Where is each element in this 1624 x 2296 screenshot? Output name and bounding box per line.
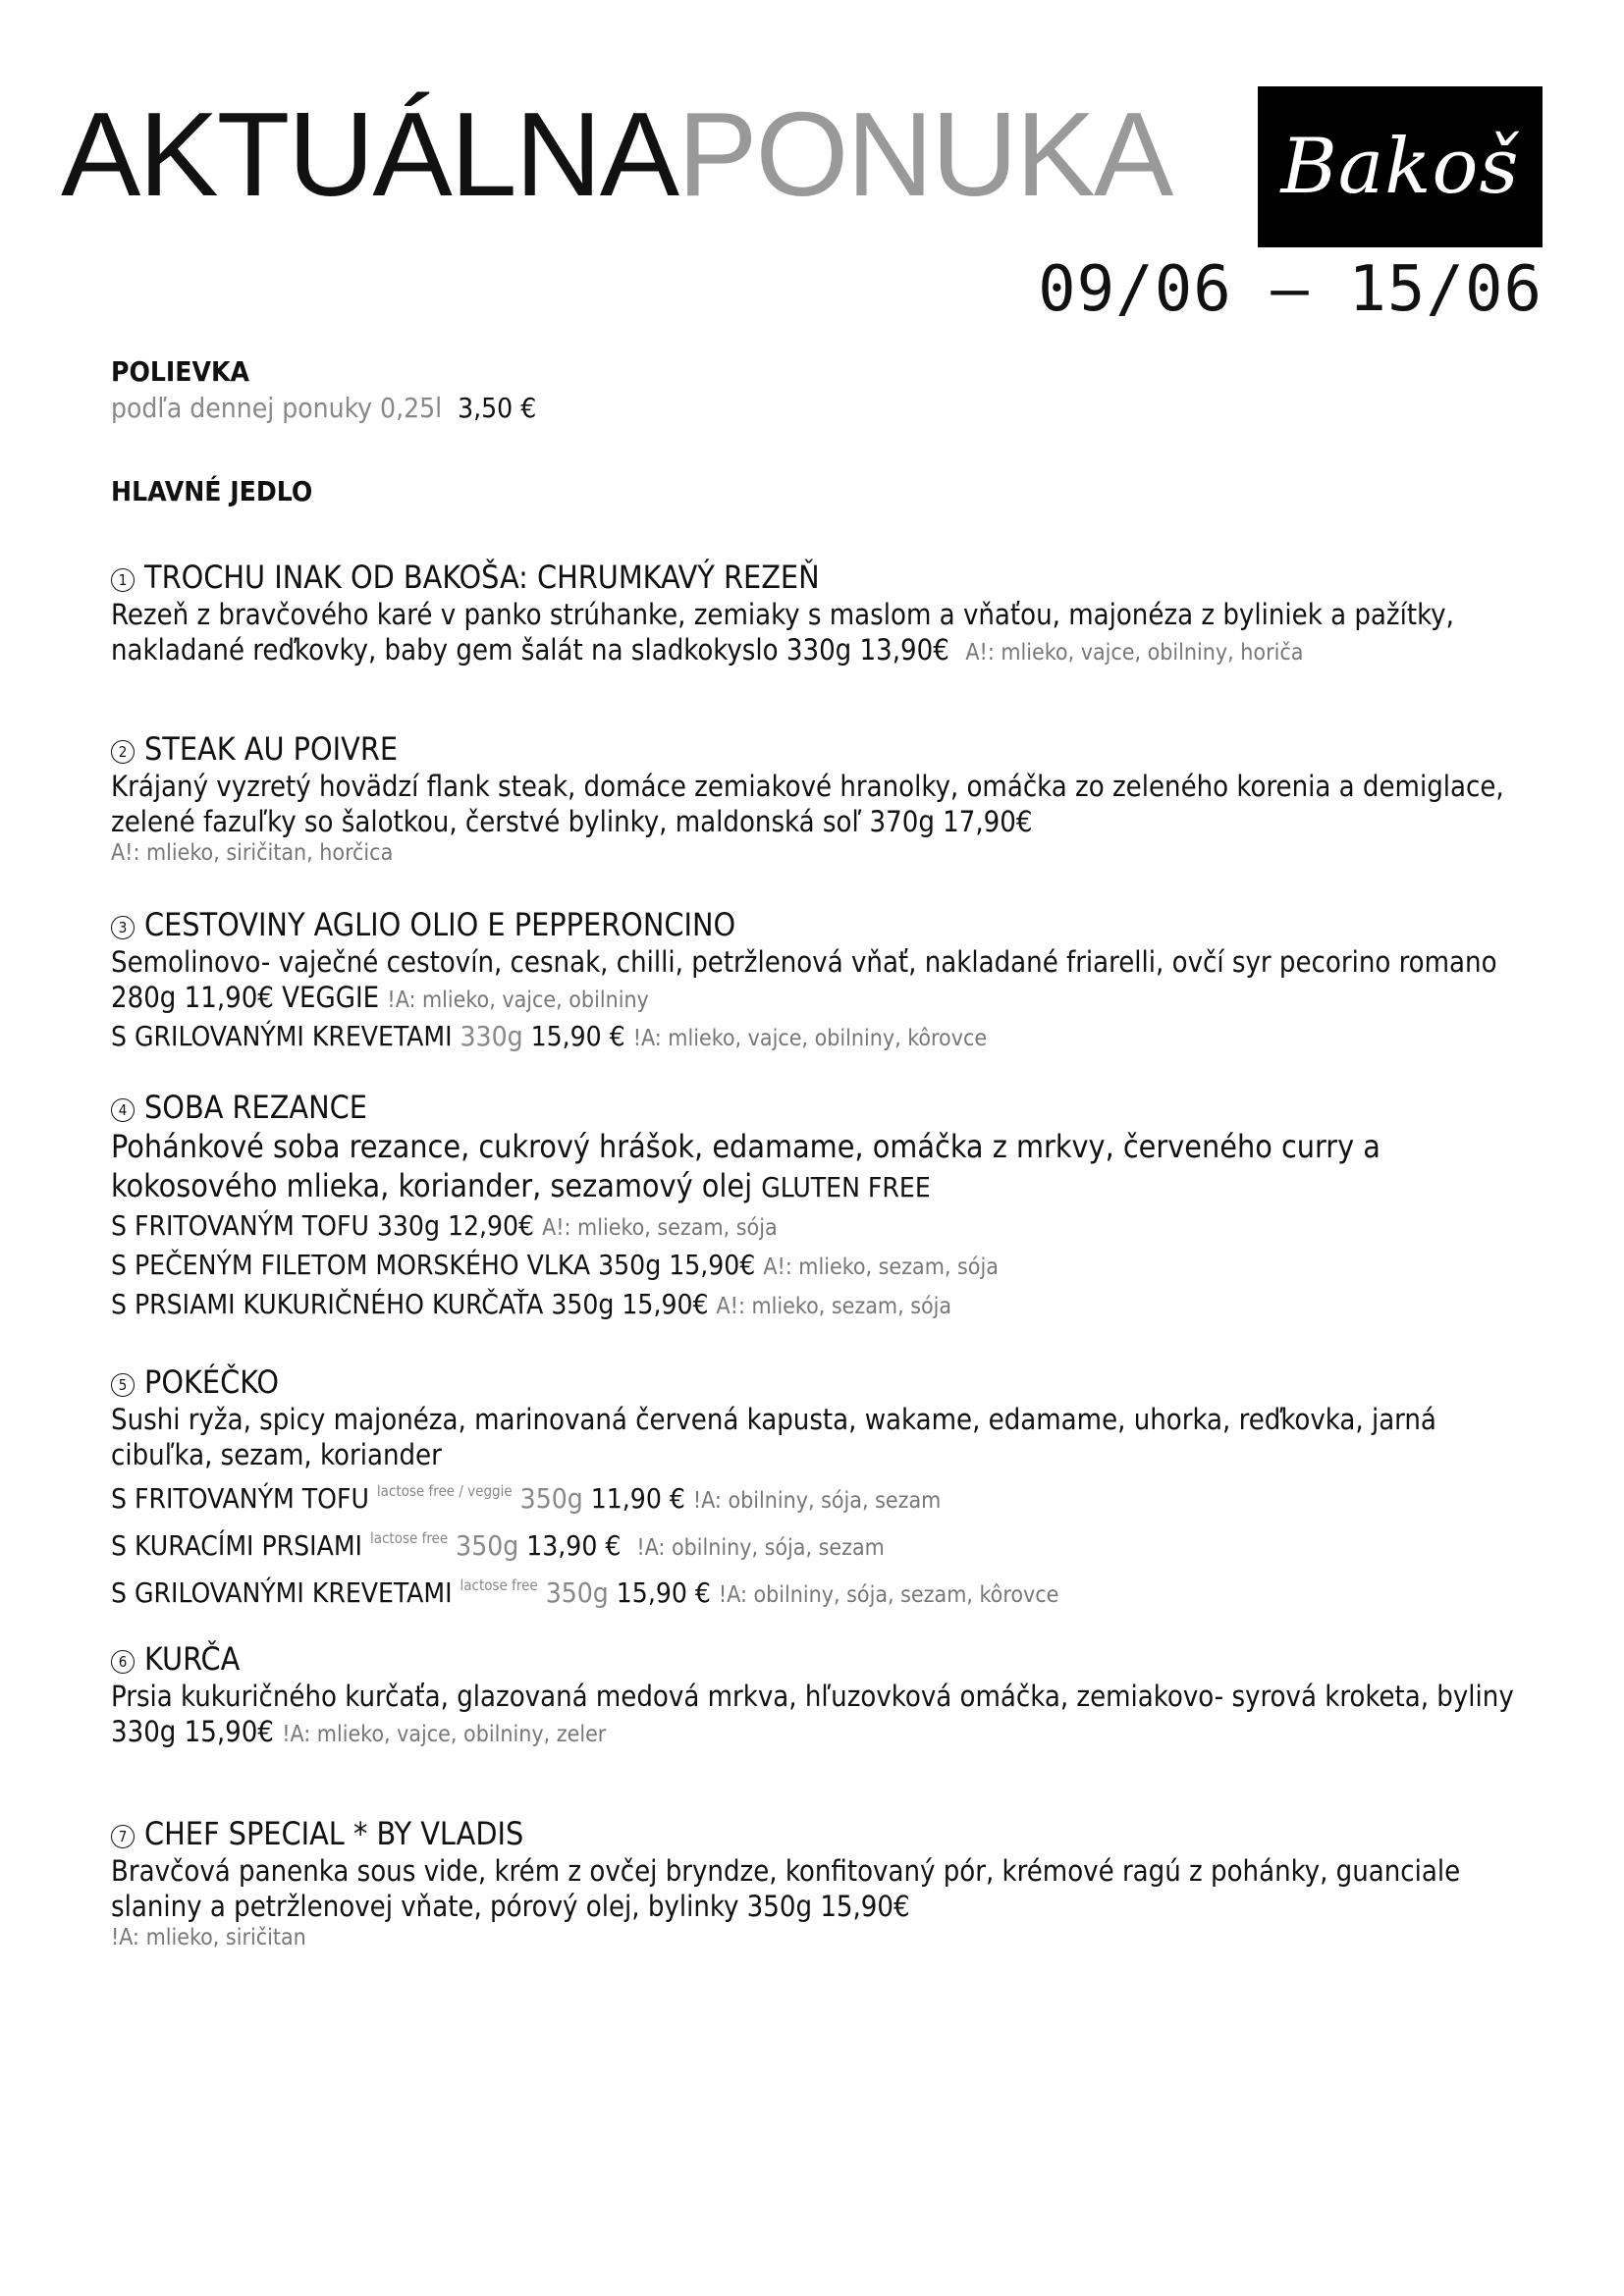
variant-note: lactose free bbox=[369, 1529, 449, 1547]
variant-line bbox=[111, 1247, 1544, 1286]
dish-title bbox=[111, 1362, 1544, 1402]
variant-price: 13,90 € bbox=[526, 1529, 622, 1562]
number-badge: 3 bbox=[111, 916, 135, 939]
allergens: A!: mlieko, sezam, sója bbox=[716, 1294, 952, 1319]
variant-name: S GRILOVANÝMI KREVETAMI bbox=[111, 1020, 453, 1052]
page-title bbox=[61, 87, 1172, 221]
allergens: A!: mlieko, sezam, sója bbox=[542, 1215, 778, 1241]
title-light: PONUKA bbox=[677, 87, 1172, 221]
variant-note: lactose free bbox=[460, 1576, 538, 1594]
dish-name: CHEF SPECIAL * BY VLADIS bbox=[144, 1815, 524, 1852]
allergens: !A: obilniny, sója, sezam bbox=[636, 1535, 885, 1561]
dish-2 bbox=[111, 729, 1544, 867]
allergens: !A: mlieko, vajce, obilniny, zeler bbox=[282, 1722, 607, 1747]
dish-1 bbox=[111, 558, 1544, 670]
variant-weight: 350g bbox=[456, 1529, 519, 1562]
variant-weight: 330g bbox=[460, 1020, 523, 1052]
allergens: A!: mlieko, vajce, obilniny, horiča bbox=[965, 640, 1304, 666]
number-badge: 4 bbox=[111, 1098, 135, 1122]
allergens: !A: mlieko, vajce, obilniny bbox=[387, 988, 649, 1013]
number-badge: 1 bbox=[111, 568, 135, 592]
dish-name: KURČA bbox=[144, 1640, 241, 1678]
variant-line bbox=[111, 1472, 1544, 1520]
dish-desc-line bbox=[111, 1127, 1544, 1207]
variant-text: S FRITOVANÝM TOFU 330g 12,90€ bbox=[111, 1209, 535, 1242]
soup-section bbox=[111, 353, 536, 426]
dish-title bbox=[111, 905, 1544, 944]
dish-name: TROCHU INAK OD BAKOŠA: CHRUMKAVÝ REZEŇ bbox=[144, 559, 820, 596]
variant-price: 15,90 € bbox=[616, 1576, 711, 1609]
main-heading: HLAVNÉ JEDLO bbox=[111, 475, 313, 507]
dish-5 bbox=[111, 1362, 1544, 1614]
dish-desc: Rezeň z bravčového karé v panko strúhanke, zemiaky s maslom a vňaťou, majonéza z byliniek a pažítky, nakladané reďkovky, baby gem šalát na sladkokyslo 330g 13,90€ bbox=[111, 598, 1454, 667]
number-badge: 2 bbox=[111, 740, 135, 764]
number-badge: 7 bbox=[111, 1825, 135, 1848]
variant-line bbox=[111, 1520, 1544, 1567]
variant-weight: 350g bbox=[519, 1482, 583, 1515]
dish-name: STEAK AU POIVRE bbox=[144, 730, 399, 768]
variant-text: S PRSIAMI KUKURIČNÉHO KURČAŤA 350g 15,90€ bbox=[111, 1288, 709, 1320]
gluten-free-tag: GLUTEN FREE bbox=[761, 1171, 931, 1203]
dish-desc-line bbox=[111, 1679, 1544, 1752]
number-badge: 6 bbox=[111, 1650, 135, 1674]
dish-desc-line bbox=[111, 944, 1544, 1018]
dish-name: POKÉČKO bbox=[144, 1363, 279, 1401]
variant-name: S GRILOVANÝMI KREVETAMI bbox=[111, 1576, 453, 1609]
allergens: !A: obilniny, sója, sezam bbox=[692, 1488, 942, 1514]
variant-line bbox=[111, 1207, 1544, 1247]
dish-title bbox=[111, 558, 1544, 597]
header bbox=[0, 0, 1624, 334]
dish-name: CESTOVINY AGLIO OLIO E PEPPERONCINO bbox=[144, 906, 736, 943]
variant-note: lactose free / veggie bbox=[376, 1482, 513, 1500]
allergens: !A: obilniny, sója, sezam, kôrovce bbox=[718, 1582, 1059, 1608]
dish-desc: Pohánkové soba rezance, cukrový hrášok, edamame, omáčka z mrkvy, červeného curry a kokosového mlieka, koriander, sezamový olej bbox=[111, 1128, 1380, 1204]
variant-line bbox=[111, 1018, 1544, 1057]
dish-title bbox=[111, 729, 1544, 769]
dish-title bbox=[111, 1814, 1544, 1853]
dish-desc: Bravčová panenka sous vide, krém z ovčej bryndze, konfitovaný pór, krémové ragú z pohánky, guanciale slaniny a petržlenovej vňate, pórový olej, bylinky 350g 15,90€ bbox=[111, 1854, 1461, 1923]
variant-name: S FRITOVANÝM TOFU bbox=[111, 1482, 369, 1515]
title-dark: AKTUÁLNA bbox=[61, 87, 678, 221]
variant-line bbox=[111, 1286, 1544, 1325]
dish-4 bbox=[111, 1088, 1544, 1325]
variant-name: S KURACÍMI PRSIAMI bbox=[111, 1529, 362, 1562]
dish-title bbox=[111, 1639, 1544, 1679]
variant-line bbox=[111, 1567, 1544, 1614]
dish-desc: Krájaný vyzretý hovädzí flank steak, domáce zemiakové hranolky, omáčka zo zeleného korenia a demiglace, zelené fazuľky so šalotkou, čerstvé bylinky, maldonská soľ 370g 17,90€ bbox=[111, 770, 1504, 838]
soup-price: 3,50 € bbox=[458, 392, 537, 424]
dish-title bbox=[111, 1088, 1544, 1127]
soup-heading: POLIEVKA bbox=[111, 355, 250, 388]
dish-desc: Sushi ryža, spicy majonéza, marinovaná červená kapusta, wakame, edamame, uhorka, reďkovka, jarná cibuľka, sezam, koriander bbox=[111, 1403, 1436, 1471]
dish-6 bbox=[111, 1639, 1544, 1752]
date-range: 09/06 – 15/06 bbox=[1038, 253, 1543, 326]
dish-desc: Semolinovo- vaječné cestovín, cesnak, chilli, petržlenová vňať, nakladané friarelli, ovčí syr pecorino romano 280g 11,90€ VEGGIE bbox=[111, 945, 1497, 1014]
allergens: !A: mlieko, vajce, obilniny, kôrovce bbox=[632, 1026, 988, 1051]
variant-price: 11,90 € bbox=[590, 1482, 685, 1515]
dish-desc: Prsia kukuričného kurčaťa, glazovaná medová mrkva, hľuzovková omáčka, zemiakovo- syrová kroketa, byliny 330g 15,90€ bbox=[111, 1680, 1514, 1748]
number-badge: 5 bbox=[111, 1373, 135, 1397]
dish-7 bbox=[111, 1814, 1544, 1951]
soup-desc: podľa dennej ponuky 0,25l bbox=[111, 392, 443, 424]
soup-line bbox=[111, 391, 536, 426]
variant-price: 15,90 € bbox=[530, 1020, 625, 1052]
allergens: A!: mlieko, siričitan, horčica bbox=[111, 840, 394, 866]
variant-text: S PEČENÝM FILETOM MORSKÉHO VLKA 350g 15,90€ bbox=[111, 1249, 756, 1281]
allergens: !A: mlieko, siričitan bbox=[111, 1925, 306, 1950]
dish-name: SOBA REZANCE bbox=[144, 1089, 367, 1126]
dish-desc-line bbox=[111, 597, 1544, 670]
dish-3 bbox=[111, 905, 1544, 1057]
bakos-logo: Bakoš bbox=[1258, 86, 1543, 247]
variant-weight: 350g bbox=[545, 1576, 609, 1609]
allergens: A!: mlieko, sezam, sója bbox=[763, 1255, 999, 1280]
